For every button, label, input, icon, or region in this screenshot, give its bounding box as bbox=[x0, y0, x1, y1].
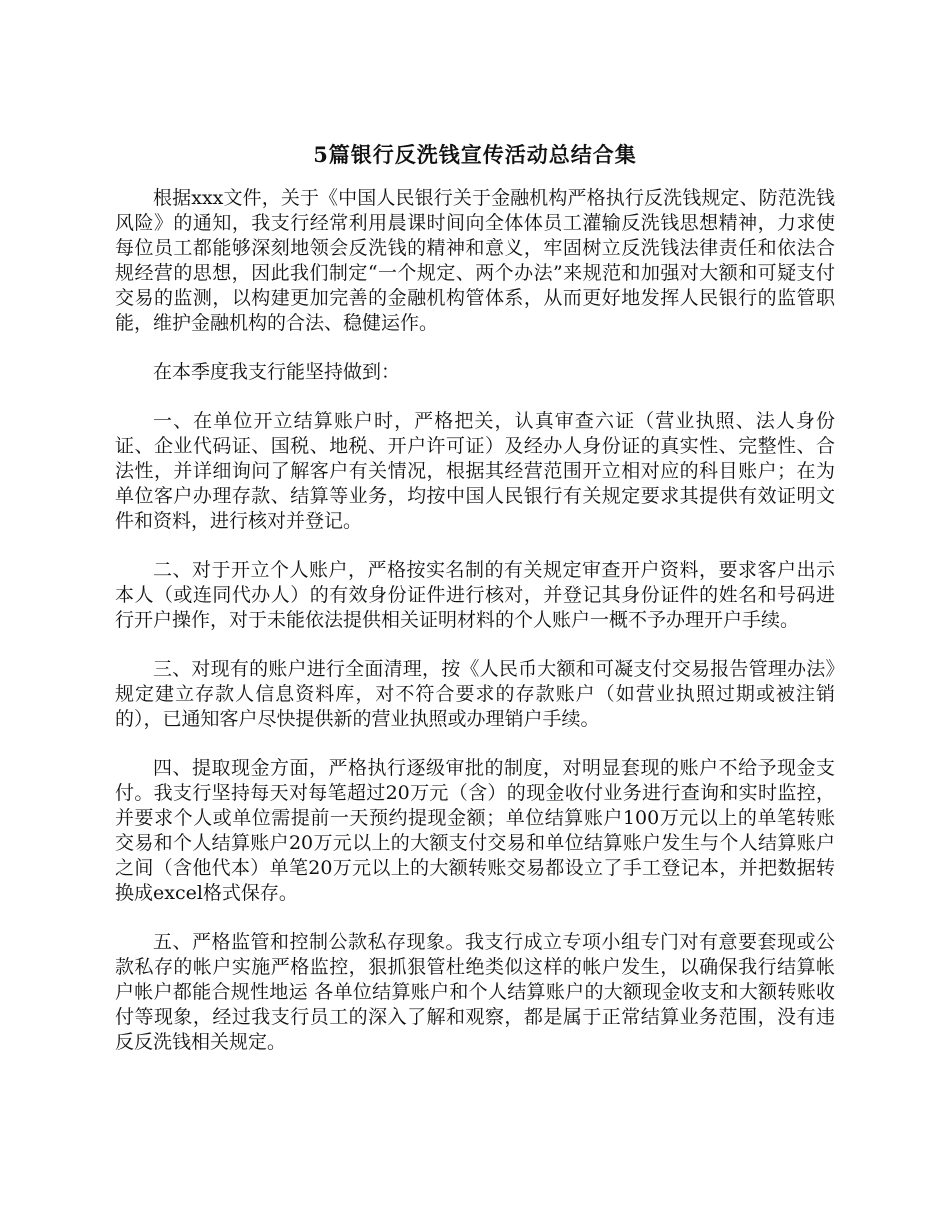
paragraph-item-2: 二、对于开立个人账户，严格按实名制的有关规定审查开户资料，要求客户出示本人（或连同代办人）的有效身份证件进行核对，并登记其身份证件的姓名和号码进行开户操作，对于未能依法提供相关证明材料的个人账户一概不予办理开户手续。 bbox=[115, 559, 835, 631]
paragraph-quarter: 在本季度我支行能坚持做到： bbox=[153, 361, 401, 383]
document-title: 5篇银行反洗钱宣传活动总结合集 bbox=[313, 142, 637, 167]
document-page bbox=[115, 140, 835, 1079]
paragraph-item-1: 一、在单位开立结算账户时，严格把关，认真审查六证（营业执照、法人身份证、企业代码证、国税、地税、开户许可证）及经办人身份证的真实性、完整性、合法性，并详细询问了解客户有关情况，根据其经营范围开立相对应的科目账户；在为单位客户办理存款、结算等业务，均按中国人民银行有关规定要求其提供有效证明文件和资料，进行核对并登记。 bbox=[115, 410, 835, 532]
paragraph-intro: 根据xxx文件，关于《中国人民银行关于金融机构严格执行反洗钱规定、防范洗钱风险》的通知，我支行经常利用晨课时间向全体体员工灌输反洗钱思想精神，力求使每位员工都能够深刻地领会反洗钱的精神和意义，牢固树立反洗钱法律责任和依法合规经营的思想，因此我们制定“一个规定、两个办法”来规范和加强对大额和可疑支付交易的监测，以构建更加完善的金融机构管体系，从而更好地发挥人民银行的监管职能，维护金融机构的合法、稳健运作。 bbox=[115, 187, 835, 334]
paragraph-item-3: 三、对现有的账户进行全面清理，按《人民币大额和可凝支付交易报告管理办法》规定建立存款人信息资料库，对不符合要求的存款账户（如营业执照过期或被注销的），已通知客户尽快提供新的营业执照或办理销户手续。 bbox=[115, 658, 835, 730]
paragraph-item-4: 四、提取现金方面，严格执行逐级审批的制度，对明显套现的账户不给予现金支付。我支行坚持每天对每笔超过20万元（含）的现金收付业务进行查询和实时监控，并要求个人或单位需提前一天预约提现金额；单位结算账户100万元以上的单笔转账交易和个人结算账户20万元以上的大额支付交易和单位结算账户发生与个人结算账户之间（含他代本）单笔20万元以上的大额转账交易都设立了手工登记本，并把数据转换成excel格式保存。 bbox=[115, 757, 835, 904]
paragraph-item-5: 五、严格监管和控制公款私存现象。我支行成立专项小组专门对有意要套现或公款私存的帐户实施严格监控，狠抓狠管杜绝类似这样的帐户发生，以确保我行结算帐户帐户都能合规性地运 各单位结算账户和个人结算账户的大额现金收支和大额转账收付等现象，经过我支行员工的深入了解和观察，都是属于正常结算业务范围，没有违反反洗钱相关规定。 bbox=[115, 931, 835, 1053]
